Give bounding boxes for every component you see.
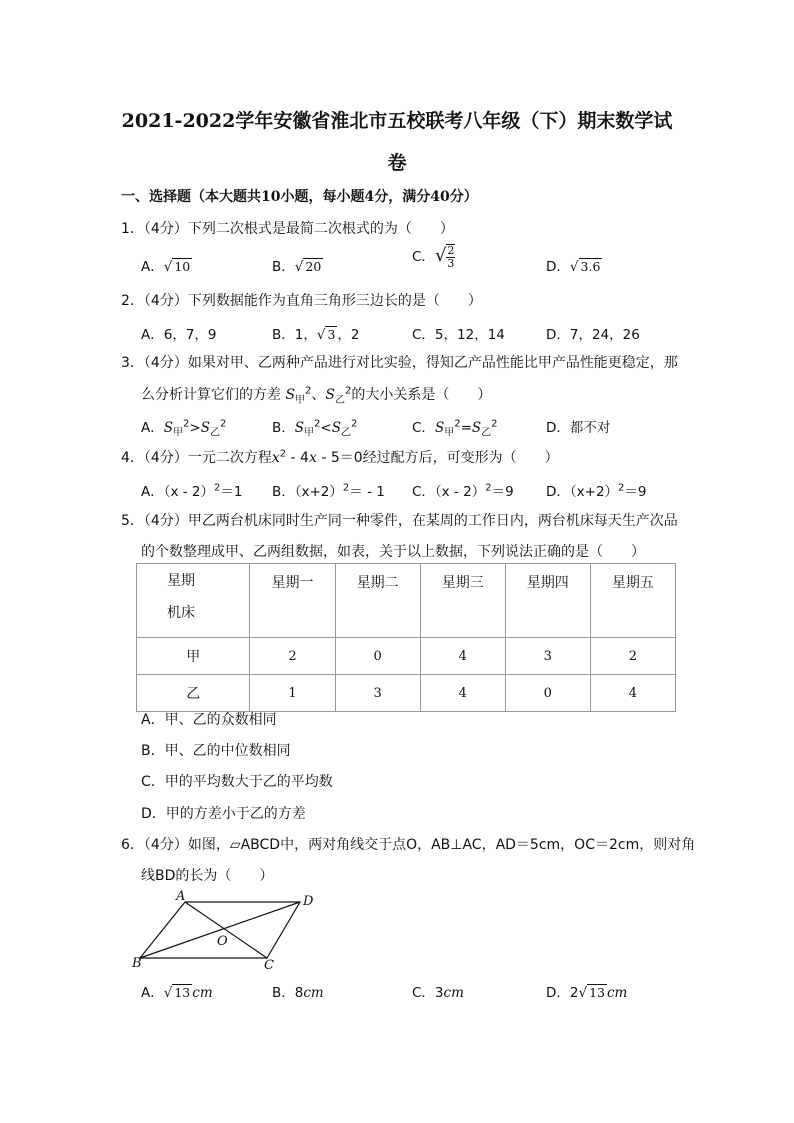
table-cell: 4 [420, 638, 505, 675]
label-o: O [217, 934, 228, 949]
question-6-line-2: 线BD的长为（ ） [141, 868, 274, 884]
table-cell: 1 [250, 675, 335, 712]
section-heading: 一、选择题（本大题共10小题，每小题4分，满分40分） [121, 189, 478, 205]
table-cell: 0 [335, 638, 420, 675]
label-d: D [303, 894, 314, 909]
q3-option-a: A．$S_甲^2>S_乙^2$ [141, 418, 227, 439]
table-cell: 4 [420, 675, 505, 712]
label-a: A [176, 889, 186, 904]
question-5-line-2: 的个数整理成甲、乙两组数据，如表，关于以上数据，下列说法正确的是（ ） [141, 544, 645, 560]
table-cell: 3 [505, 638, 590, 675]
diagonal-bd [140, 902, 300, 958]
table-header-day: 星期一 [250, 564, 335, 638]
q3-option-c: C．$S_甲^2=S_乙^2$ [412, 418, 498, 439]
table-cell: 3 [335, 675, 420, 712]
table-header-day: 星期二 [335, 564, 420, 638]
table-header-row [137, 564, 676, 638]
q1-option-b: B．√ 20 [272, 259, 322, 275]
q4-option-a: A．（x - 2）$^2$＝1 [141, 482, 243, 500]
question-3-line-2: 么分析计算它们的方差 $S_甲^2$、$S_乙^2$的大小关系是（ ） [141, 385, 492, 406]
q3-option-d: D．都不对 [546, 420, 611, 436]
q4-option-c: C．（x - 2）$^2$＝9 [412, 482, 514, 500]
diagonal-ac [185, 902, 267, 958]
question-1: 1．（4分）下列二次根式是最简二次根式的为（ ） [121, 221, 454, 237]
table-row [137, 675, 676, 712]
table-row-label: 甲 [137, 638, 250, 675]
q2-option-b: B．1，√ 3 ，2 [272, 327, 360, 343]
q4-option-b: B．$(x+2)^2= - 1$ [272, 482, 385, 500]
defect-data-table [136, 563, 676, 712]
table-cell: 2 [590, 638, 675, 675]
q1-option-c: C．√ $\frac{2}{3}$ [412, 244, 455, 270]
q6-option-b: B．8cm [272, 985, 324, 1001]
q5-option-d: D．甲的方差小于乙的方差 [141, 806, 306, 822]
q5-option-b: B．甲、乙的中位数相同 [141, 743, 291, 759]
q2-option-d: D．7，24，26 [546, 327, 640, 343]
question-5-line-1: 5．（4分）甲乙两台机床同时生产同一种零件，在某周的工作日内，两台机床每天生产次品 [121, 513, 678, 529]
question-6-line-1: 6．（4分）如图，▱ABCD中，两对角线交于点O，AB⊥AC，AD＝5cm，OC＝2cm，则对角 [121, 837, 696, 853]
question-3-line-1: 3．（4分）如果对甲、乙两种产品进行对比实验，得知乙产品性能比甲产品性能更稳定，那 [121, 355, 678, 371]
q5-option-c: C．甲的平均数大于乙的平均数 [141, 774, 333, 790]
question-2: 2．（4分）下列数据能作为直角三角形三边长的是（ ） [121, 293, 482, 309]
table-row-label: 乙 [137, 675, 250, 712]
table-header-day: 星期三 [420, 564, 505, 638]
q2-option-a: A．6，7，9 [141, 327, 217, 343]
q1-option-a: A．√ 10 [141, 259, 191, 275]
question-4: 4．（4分）一元二次方程$x^2 - 4x - 5=0$经过配方后，可变形为（ ） [121, 448, 559, 466]
q3-option-b: B．$S_甲^2<S_乙^2$ [272, 418, 358, 439]
label-c: C [264, 958, 274, 973]
label-b: B [132, 956, 142, 971]
q5-option-a: A．甲、乙的众数相同 [141, 712, 277, 728]
table-corner-cell: 星期 机床 [137, 564, 250, 638]
table-header-day: 星期四 [505, 564, 590, 638]
table-cell: 0 [505, 675, 590, 712]
q4-option-d: D．$(x+2)^2=9$ [546, 482, 647, 500]
q6-option-d: D．2√ 13 cm [546, 985, 628, 1001]
q6-option-c: C．3cm [412, 985, 464, 1001]
table-header-day: 星期五 [590, 564, 675, 638]
paper-title-line-1: 2021-2022学年安徽省淮北市五校联考八年级（下）期末数学试 [121, 110, 673, 132]
paper-title-line-2: 卷 [387, 152, 407, 174]
table-row [137, 638, 676, 675]
parallelogram-figure [130, 885, 330, 975]
table-cell: 2 [250, 638, 335, 675]
q1-option-d: D．√ 3.6 [546, 259, 601, 275]
table-cell: 4 [590, 675, 675, 712]
q2-option-c: C．5，12，14 [412, 327, 505, 343]
q6-option-a: A．√ 13 cm [141, 985, 213, 1001]
